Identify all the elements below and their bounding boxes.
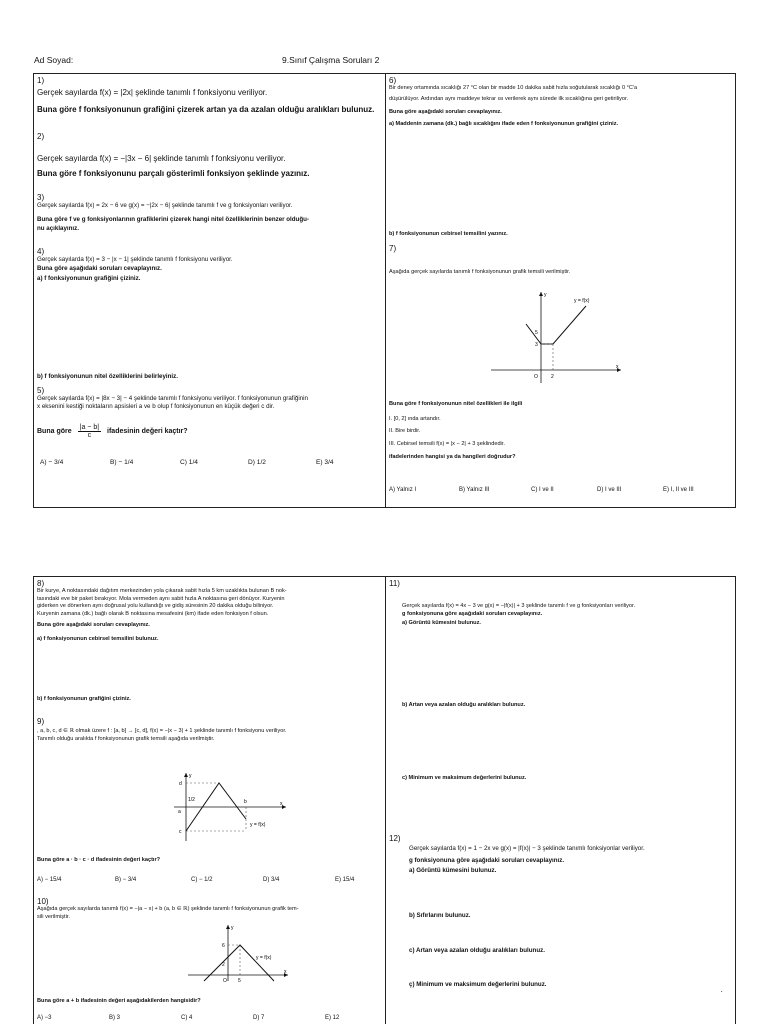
- function-curve: [526, 306, 586, 344]
- question-text: Bir kurye, A noktasındaki dağıtım merkezinden yola çıkarak sabit hızla 5 km uzaklıkta bulunan B nok-: [37, 588, 287, 594]
- question-1: [37, 76, 382, 115]
- question-4: [37, 247, 382, 380]
- option-c[interactable]: C) 4: [181, 1015, 193, 1021]
- tick-label-2: 2: [222, 962, 225, 968]
- right-column: [386, 577, 737, 1024]
- tick-label-2: 2: [551, 374, 554, 380]
- question-instruction: Buna göre aşağıdaki soruları cevaplayınız.: [389, 109, 502, 116]
- fraction: [78, 424, 101, 439]
- question-12: [389, 834, 734, 988]
- question-text-cont: sili verilmiştir.: [37, 913, 70, 920]
- question-6: [389, 76, 734, 237]
- question-8: [37, 579, 382, 702]
- left-column: [34, 74, 385, 507]
- question-task: Buna göre f ve g fonksiyonlarının grafiklerini çizerek hangi nitel özelliklerinin benzer olduğu-: [37, 216, 309, 224]
- fraction-denominator: c: [87, 432, 92, 439]
- answer-options: [37, 877, 375, 883]
- worksheet-block-2: [33, 576, 736, 1024]
- sub-question-b: b) f fonksiyonunun cebirsel temsilini yazınız.: [389, 231, 508, 237]
- x-axis-label: x: [280, 801, 283, 807]
- tick-label-5: 5: [535, 330, 538, 336]
- question-number: 7): [389, 244, 397, 253]
- question-10-ask: [37, 998, 382, 1006]
- ask-suffix: ifadesinin değeri kaçtır?: [107, 428, 188, 435]
- sub-question-a: a) Görüntü kümesini bulunuz.: [402, 620, 481, 627]
- sub-question-c: c) Artan veya azalan olduğu aralıkları bulunuz.: [409, 947, 545, 954]
- y-axis-label: y: [231, 925, 234, 931]
- x-axis-label: x: [616, 364, 619, 370]
- function-label: y = f(x): [250, 822, 266, 828]
- origin-label: O: [534, 374, 538, 380]
- tick-label-half: 1/2: [188, 797, 195, 803]
- y-axis-arrow: [539, 292, 543, 296]
- y-axis-label: y: [189, 773, 192, 779]
- question-ask: Buna göre a + b ifadesinin değeri aşağıdakilerden hangisidir?: [37, 998, 201, 1004]
- right-column: [386, 74, 737, 507]
- option-c[interactable]: C) 1/4: [180, 459, 198, 466]
- sub-question-a: a) Maddenin zamana (dk.) bağlı sıcaklığını ifade eden f fonksiyonunun grafiğini çiziniz.: [389, 120, 619, 127]
- ask-prefix: Buna göre: [37, 428, 72, 435]
- origin-label: O: [223, 978, 227, 983]
- option-a[interactable]: A) − 15/4: [37, 877, 62, 883]
- y-axis-arrow: [226, 925, 230, 929]
- question-text: Gerçek sayılarda f(x) = |2x| şeklinde tanımlı f fonksiyonu veriliyor.: [37, 88, 268, 97]
- question-number: 4): [37, 247, 45, 256]
- question-3: [37, 193, 382, 233]
- question-text: Gerçek sayılarda f(x) = 2x − 6 ve g(x) = −|2x − 6| şeklinde tanımlı f ve g fonksiyonları veriliyor.: [37, 202, 293, 209]
- option-a[interactable]: A) − 3/4: [40, 459, 64, 466]
- y-axis-label: y: [544, 292, 547, 298]
- stray-mark: ·: [720, 987, 723, 996]
- question-number: 12): [389, 834, 401, 843]
- option-e[interactable]: E) 3/4: [316, 459, 334, 466]
- option-c[interactable]: C) I ve II: [531, 487, 554, 493]
- question-7-statements: [389, 401, 734, 462]
- option-a[interactable]: A) Yalnız I: [389, 487, 417, 493]
- y-axis-arrow: [184, 773, 188, 777]
- sub-question-b: b) f fonksiyonunun nitel özelliklerini belirleyiniz.: [37, 373, 178, 380]
- question-text-cont: düşürülüyor. Ardından aynı maddeye tekrar ısı verilerek aynı sürede ilk sıcaklığına geri getiriliyor.: [389, 95, 629, 102]
- function-curve: [204, 945, 274, 981]
- q9-graph: [164, 771, 294, 843]
- q10-graph: [184, 923, 294, 983]
- question-text: Bir deney ortamında sıcaklığı 27 °C olan bir madde 10 dakika sabit hızla soğutularak sıcaklığı 0 °C'a: [389, 85, 638, 91]
- sub-question-a: a) f fonksiyonunun grafiğini çiziniz.: [37, 274, 141, 282]
- question-instruction: g fonksiyonuna göre aşağıdaki soruları cevaplayınız.: [402, 610, 543, 617]
- tick-label-d: d: [179, 781, 182, 787]
- question-5: [37, 386, 382, 466]
- question-text-cont: Tanımlı olduğu aralıkta f fonksiyonunun grafik temsili aşağıda verilmiştir.: [37, 735, 215, 742]
- option-e[interactable]: E) 12: [325, 1015, 340, 1021]
- question-task-cont: nu açıklayınız.: [37, 224, 79, 232]
- question-2: [37, 132, 382, 179]
- question-10: [37, 897, 382, 921]
- question-number: 9): [37, 717, 45, 726]
- question-text: Aşağıda gerçek sayılarda tanımlı f(x) = −|a − x| + b (a, b ∈ ℝ) şeklinde tanımlı f fonksiyonunun grafik tem-: [37, 906, 299, 912]
- worksheet-title: 9.Sınıf Çalışma Soruları 2: [282, 55, 380, 65]
- worksheet-block-1: [33, 73, 736, 508]
- statement-iii: III. Cebirsel temsili f(x) = |x − 2| + 3 şeklindedir.: [389, 440, 505, 447]
- option-b[interactable]: B) 3: [109, 1015, 121, 1021]
- tick-label-a: a: [178, 809, 181, 815]
- sub-question-b: b) Artan veya azalan olduğu aralıkları bulunuz.: [402, 702, 526, 708]
- question-task: Buna göre f fonksiyonunun grafiğini çizerek artan ya da azalan olduğu aralıkları bulunuz.: [37, 105, 375, 114]
- answer-options: [40, 459, 366, 466]
- question-9-ask: [37, 857, 382, 865]
- answer-options: [37, 1015, 365, 1021]
- question-number: 8): [37, 579, 45, 588]
- option-a[interactable]: A) −3: [37, 1015, 52, 1021]
- sub-question-a: a) Görüntü kümesini bulunuz.: [409, 866, 497, 874]
- question-number: 6): [389, 76, 397, 85]
- tick-label-3: 3: [535, 342, 538, 348]
- question-number: 1): [37, 76, 45, 85]
- question-text-cont: giderken ve dönerken aynı doğrusal yolu kullandığı ve gidiş süresinin 20 dakika olduğu biliniyor.: [37, 603, 274, 610]
- question-task: Buna göre f fonksiyonunu parçalı gösterimli fonksiyon şeklinde yazınız.: [37, 169, 310, 178]
- function-label: y = f(x): [256, 955, 272, 961]
- tick-label-b: b: [244, 799, 247, 805]
- option-b[interactable]: B) Yalnız III: [459, 487, 490, 493]
- x-axis-arrow: [282, 805, 286, 809]
- x-axis-label: x: [284, 969, 287, 975]
- question-text-cont: tasındaki eve bir paket bırakıyor. Mola vermeden aynı sabit hızla A noktasına geri dönüyor. Kuryenin: [37, 595, 285, 602]
- question-number: 3): [37, 193, 45, 202]
- question-7: [389, 244, 734, 277]
- left-column: [34, 577, 385, 1024]
- question-number: 11): [389, 579, 400, 588]
- sub-question-b: b) f fonksiyonunun grafiğini çiziniz.: [37, 696, 131, 702]
- question-ask-2: ifadelerinden hangisi ya da hangileri doğrudur?: [389, 454, 516, 461]
- question-text-cont: Kuryenin zamana (dk.) bağlı olarak B noktasına mesafesini (km) ifade eden fonksiyon f olsun.: [37, 610, 269, 617]
- option-d[interactable]: D) I ve III: [597, 487, 622, 493]
- statement-i: I. [0, 2] ında artandır.: [389, 415, 441, 422]
- question-ask: [37, 424, 188, 439]
- statement-ii: II. Bire birdir.: [389, 428, 421, 435]
- option-d[interactable]: D) 1/2: [248, 459, 266, 466]
- question-text: Gerçek sayılarda f(x) = −|3x − 6| şeklinde tanımlı f fonksiyonu veriliyor.: [37, 154, 286, 163]
- question-11: [389, 579, 734, 781]
- question-number: 2): [37, 132, 45, 141]
- question-text: , a, b, c, d ∈ ℝ olmak üzere f : [a, b] → [c, d], f(x) = −|x − 3| + 1 şeklinde tanımlı f fonksiyonu veriliyor.: [37, 728, 287, 734]
- question-9: [37, 717, 382, 743]
- option-c[interactable]: C) − 1/2: [191, 877, 213, 883]
- tick-label-c: c: [179, 829, 182, 835]
- question-text: Gerçek sayılarda f(x) = |8x − 3| − 4 şeklinde tanımlı f fonksiyonu veriliyor. f fonksiyonunun grafiğinin: [37, 395, 308, 402]
- page-header: [34, 55, 734, 69]
- question-text-cont: x eksenini kestiği noktaların apsisleri a ve b olup f fonksiyonunun en küçük değeri c dir.: [37, 403, 275, 411]
- q7-graph: [486, 286, 626, 386]
- sub-question-a: a) f fonksiyonunun cebirsel temsilini bulunuz.: [37, 635, 159, 642]
- question-ask: Buna göre a · b · c · d ifadesinin değeri kaçtır?: [37, 857, 161, 863]
- sub-question-d: ç) Minimum ve maksimum değerlerini bulunuz.: [409, 981, 547, 988]
- name-label: Ad Soyad:: [34, 55, 74, 65]
- question-text: Aşağıda gerçek sayılarda tanımlı f fonksiyonunun grafik temsili verilmiştir.: [389, 269, 571, 275]
- function-label: y = f(x): [574, 298, 590, 304]
- option-d[interactable]: D) 3/4: [263, 877, 280, 883]
- question-instruction: g fonksiyonuna göre aşağıdaki soruları cevaplayınız.: [409, 857, 565, 865]
- question-text: Gerçek sayılarda f(x) = 3 − |x − 1| şeklinde tanımlı f fonksiyonu veriliyor.: [37, 256, 233, 263]
- option-d[interactable]: D) 7: [253, 1015, 265, 1021]
- option-e[interactable]: E) I, II ve III: [663, 487, 694, 493]
- question-number: 5): [37, 386, 45, 395]
- fraction-numerator: |a − b|: [79, 424, 100, 431]
- question-text: Gerçek sayılarda f(x) = 4x − 3 ve g(x) = −|f(x)| + 3 şeklinde tanımlı f ve g fonksiyonları veriliyor.: [402, 603, 636, 609]
- question-instruction: Buna göre aşağıdaki soruları cevaplayınız.: [37, 622, 150, 629]
- option-e[interactable]: E) 15/4: [335, 877, 355, 883]
- sub-question-c: c) Minimum ve maksimum değerlerini bulunuz.: [402, 775, 527, 781]
- tick-label-6: 6: [222, 943, 225, 949]
- question-instruction: Buna göre aşağıdaki soruları cevaplayınız.: [37, 265, 162, 273]
- question-ask: Buna göre f fonksiyonunun nitel özellikleri ile ilgili: [389, 401, 523, 407]
- tick-label-5: 5: [238, 978, 241, 983]
- option-b[interactable]: B) − 3/4: [115, 877, 137, 883]
- sub-question-b: b) Sıfırlarını bulunuz.: [409, 912, 471, 919]
- question-number: 10): [37, 897, 49, 906]
- option-b[interactable]: B) − 1/4: [110, 459, 134, 466]
- answer-options: [389, 487, 723, 493]
- question-text: Gerçek sayılarda f(x) = 1 − 2x ve g(x) = |f(x)| − 3 şeklinde tanımlı fonksiyonlar veriliyor.: [409, 845, 645, 852]
